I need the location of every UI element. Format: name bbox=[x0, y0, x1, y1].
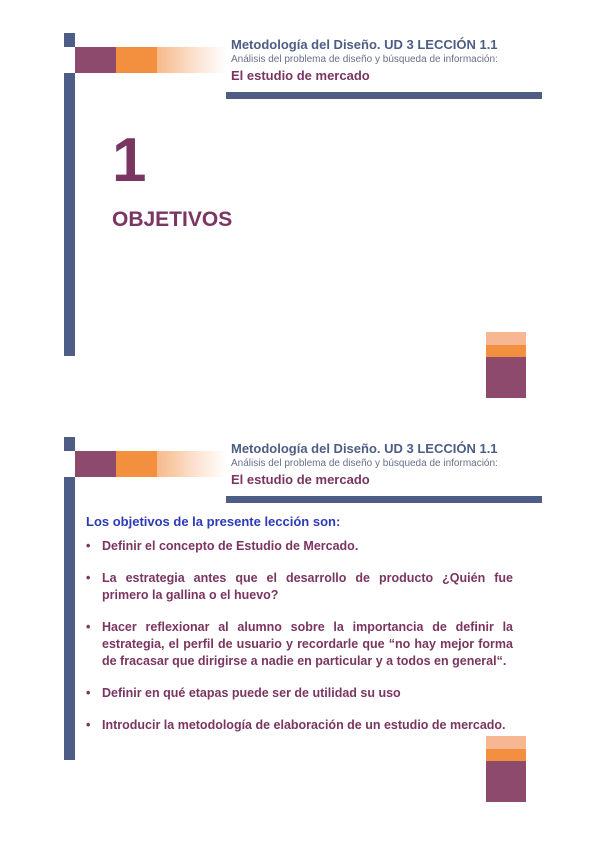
vertical-bar-top bbox=[64, 437, 75, 451]
list-item-text: La estrategia antes que el desarrollo de producto ¿Quién fue primero la gallina o el huevo? bbox=[102, 571, 513, 602]
corner-block-light bbox=[486, 332, 526, 345]
objectives-intro: Los objetivos de la presente lección son: bbox=[86, 514, 341, 529]
slide-1 bbox=[0, 30, 599, 410]
header-block-purple bbox=[75, 47, 116, 73]
bullet-icon: • bbox=[86, 718, 91, 732]
bullet-icon: • bbox=[86, 686, 91, 700]
header-block-fade bbox=[157, 47, 227, 73]
course-title: Metodología del Diseño. UD 3 LECCIÓN 1.1 bbox=[231, 441, 498, 456]
header-block-orange bbox=[116, 451, 157, 477]
vertical-bar bbox=[64, 73, 75, 356]
list-item-text: Definir el concepto de Estudio de Mercado. bbox=[102, 539, 359, 553]
header-rule bbox=[226, 92, 542, 99]
lesson-title: El estudio de mercado bbox=[231, 68, 370, 83]
lesson-title: El estudio de mercado bbox=[231, 472, 370, 487]
list-item-text: Introducir la metodología de elaboración de un estudio de mercado. bbox=[102, 718, 506, 732]
list-item bbox=[86, 717, 513, 734]
course-title: Metodología del Diseño. UD 3 LECCIÓN 1.1 bbox=[231, 37, 498, 52]
header-rule bbox=[226, 496, 542, 503]
list-item-text: Hacer reflexionar al alumno sobre la importancia de definir la estrategia, el perfil de usuario y recordarle que “no hay mejor forma de fracasar que dirigirse a nadie en particular y a todos en general“. bbox=[102, 620, 513, 668]
list-item bbox=[86, 570, 513, 604]
vertical-bar bbox=[64, 477, 75, 760]
corner-block-purple bbox=[486, 761, 526, 802]
corner-block-orange bbox=[486, 345, 526, 357]
course-subtitle: Análisis del problema de diseño y búsqueda de información: bbox=[231, 54, 498, 65]
objectives-list bbox=[86, 538, 513, 749]
bullet-icon: • bbox=[86, 571, 91, 585]
list-item bbox=[86, 619, 513, 670]
section-title: OBJETIVOS bbox=[112, 208, 233, 231]
bullet-icon: • bbox=[86, 539, 91, 553]
bullet-icon: • bbox=[86, 620, 91, 634]
header-block-orange bbox=[116, 47, 157, 73]
list-item bbox=[86, 685, 513, 702]
list-item-text: Definir en qué etapas puede ser de utilidad su uso bbox=[102, 686, 401, 700]
header-block-purple bbox=[75, 451, 116, 477]
course-subtitle: Análisis del problema de diseño y búsqueda de información: bbox=[231, 458, 498, 469]
list-item bbox=[86, 538, 513, 555]
vertical-bar-top bbox=[64, 33, 75, 47]
slide-2 bbox=[0, 434, 599, 814]
header-block-fade bbox=[157, 451, 227, 477]
corner-block-orange bbox=[486, 749, 526, 761]
section-number: 1 bbox=[112, 126, 147, 195]
corner-block-purple bbox=[486, 357, 526, 398]
